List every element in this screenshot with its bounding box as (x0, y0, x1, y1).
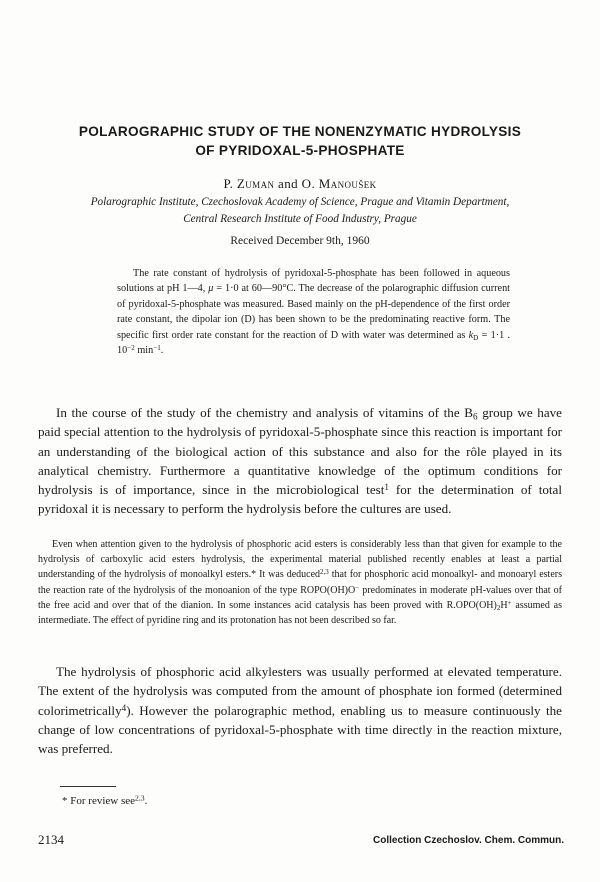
intro-section (38, 403, 562, 519)
intro-text-3: for the determination of total pyridoxal it is necessary to perform the hydrolysis before the cultures are used. (38, 482, 563, 517)
article-title (40, 122, 560, 160)
intro-text-1: In the course of the study of the chemistry and analysis of vitamins of the B (56, 405, 473, 420)
author-2-initial: O. M (301, 176, 331, 191)
abstract-mu-symbol: μ (208, 283, 214, 295)
title-line-2: OF PYRIDOXAL-5-PHOSPHATE (195, 143, 405, 158)
intro-reference-1: 1 (384, 482, 389, 493)
intro-paragraph (38, 403, 562, 519)
author-2-name: anoušek (330, 176, 377, 191)
small-text-1: Even when attention given to the hydrolysis of phosphoric acid esters is considerably less than that given for example to the hydrolysis of carboxylic acid esters hydrolysis, the experimental material published recently enables at least a partial understanding of the hydrolysis of monoalkyl esters.* It was deduced (38, 539, 562, 581)
small-text-2: that for phosphoric acid monoalkyl- and monoaryl esters the reaction rate of the hydrolysis of the monoanion of the type ROPO(OH)O (38, 569, 562, 596)
abstract (117, 266, 510, 358)
small-print-section (38, 537, 562, 628)
received-date: Received December 9th, 1960 (230, 235, 370, 247)
small-minus-superscript: − (355, 583, 360, 592)
affiliation-line-1: Polarographic Institute, Czechoslovak Academy of Science, Prague and Vitamin Department, (90, 196, 510, 208)
small-subscript-2: 2 (496, 603, 501, 612)
small-print-paragraph (38, 537, 562, 628)
footnote-divider (60, 786, 116, 787)
footnote-reference: 2,3 (135, 793, 145, 803)
method-reference-4: 4 (121, 702, 127, 713)
small-reference-2-3: 2,3 (320, 568, 329, 577)
author-1-initial: P. Z (223, 176, 246, 191)
abstract-text-2: = 1·0 at 60—90°C. The decrease of the polarographic diffusion current of pyridoxal-5-phosphate was measured. Based mainly on the pH-dependence of the first order rate constant, the dipolar ion (D) has been shown to be the predominating reactive form. The specific first order rate constant for the reaction of D with water was determined as (117, 283, 510, 341)
method-text-2: ). However the polarographic method, enabling us to measure continuously the change of low concentrations of pyridoxal-5-phosphate with time directly in the reaction mixture, was preferred. (38, 702, 562, 757)
footnote-text: * For review see (62, 795, 136, 807)
footnote-end: . (144, 795, 148, 807)
affiliation-line-2: Central Research Institute of Food Industry, Prague (183, 213, 417, 225)
abstract-text-1: The rate constant of hydrolysis of pyridoxal-5-phosphate has been followed in aqueous solutions at pH 1—4, (117, 268, 510, 295)
abstract-k-symbol: k (468, 329, 474, 341)
title-line-1: POLAROGRAPHIC STUDY OF THE NONENZYMATIC HYDROLYSIS (78, 124, 522, 139)
small-text-4: H (500, 599, 508, 611)
small-text-3: predominates in moderate pH-values over that of the free acid and over that of the dianion. In some instances acid catalysis has been proved with R.OPO(OH) (38, 584, 562, 611)
abstract-exponent-1: −2 (127, 343, 135, 352)
small-plus-superscript: + (507, 598, 512, 607)
intro-b-subscript: 6 (473, 411, 478, 422)
journal-name: Collection Czechoslov. Chem. Commun. (373, 835, 564, 846)
method-paragraph (38, 662, 562, 758)
author-1-name: uman (245, 176, 275, 191)
small-text-5: assumed as intermediate. The effect of pyridine ring and its protonation has not been described so far. (38, 599, 562, 627)
abstract-text-5: . (160, 345, 164, 357)
page-number: 2134 (38, 832, 64, 847)
abstract-text-3: = 1·1 . 10 (117, 329, 510, 357)
intro-text-2: group we have paid special attention to the hydrolysis of pyridoxal-5-phosphate since this reaction is important for an understanding of the biological action of this substance and also for the rôle played in its analytical chemistry. Furthermore a quantitative knowledge of the optimum conditions for hydrolysis is of importance, since in the microbiological test (38, 405, 562, 498)
abstract-text-4: min (134, 345, 154, 357)
method-text-1: The hydrolysis of phosphoric acid alkylesters was usually performed at elevated temperature. The extent of the hydrolysis was computed from the amount of phosphate ion formed (determined colorimetrically (38, 664, 562, 718)
affiliation (50, 194, 550, 228)
author-line (0, 176, 600, 192)
abstract-exponent-2: −1 (153, 343, 161, 352)
abstract-paragraph (117, 266, 510, 358)
author-and: and (274, 176, 302, 191)
footnote (62, 795, 147, 807)
abstract-k-subscript: D (473, 333, 479, 342)
method-section (38, 662, 562, 758)
